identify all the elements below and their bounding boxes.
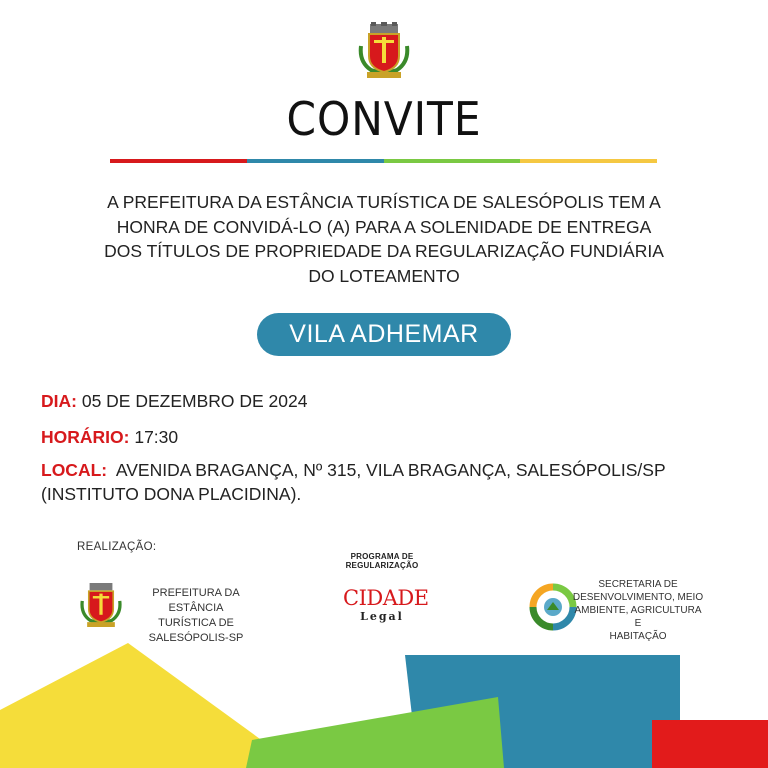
- cidade-word: CIDADE: [343, 586, 429, 610]
- location-value-2: (INSTITUTO DONA PLACIDINA).: [41, 484, 302, 504]
- intro-line: HONRA DE CONVIDÁ-LO (A) PARA A SOLENIDADE DE ENTREGA: [116, 216, 652, 237]
- intro-line: A PREFEITURA DA ESTÂNCIA TURÍSTICA DE SALESÓPOLIS TEM A: [107, 192, 661, 212]
- realizacao-label: REALIZAÇÃO:: [77, 541, 157, 553]
- programa-line: REGULARIZAÇÃO: [345, 561, 419, 570]
- prefeitura-line: PREFEITURA DA ESTÂNCIA: [152, 587, 240, 614]
- secretaria-line: DESENVOLVIMENTO, MEIO: [572, 592, 704, 603]
- secretaria-line: SECRETARIA DE: [598, 579, 678, 590]
- secretaria-line: AMBIENTE, AGRICULTURA E: [574, 605, 702, 629]
- location-name-badge: VILA ADHEMAR: [257, 313, 511, 356]
- time-label: HORÁRIO:: [41, 427, 130, 447]
- legal-word: Legal: [360, 610, 404, 623]
- page-title: CONVITE: [286, 92, 482, 146]
- secretaria-line: HABITAÇÃO: [609, 631, 667, 642]
- red-block: [652, 720, 768, 768]
- time-value: 17:30: [134, 427, 179, 447]
- date-value: 05 DE DEZEMBRO DE 2024: [81, 391, 308, 411]
- prefeitura-line: SALESÓPOLIS-SP: [148, 632, 244, 644]
- intro-line: DOS TÍTULOS DE PROPRIEDADE DA REGULARIZAÇÃO FUNDIÁRIA: [104, 241, 664, 261]
- intro-line: DO LOTEAMENTO: [308, 265, 460, 286]
- green-band: [246, 697, 504, 768]
- location-value: AVENIDA BRAGANÇA, Nº 315, VILA BRAGANÇA, SALESÓPOLIS/SP: [115, 460, 666, 480]
- prefeitura-line: TURÍSTICA DE: [158, 617, 234, 629]
- programa-line: PROGRAMA DE: [350, 552, 414, 561]
- location-label: LOCAL:: [41, 460, 108, 480]
- date-label: DIA:: [41, 391, 77, 411]
